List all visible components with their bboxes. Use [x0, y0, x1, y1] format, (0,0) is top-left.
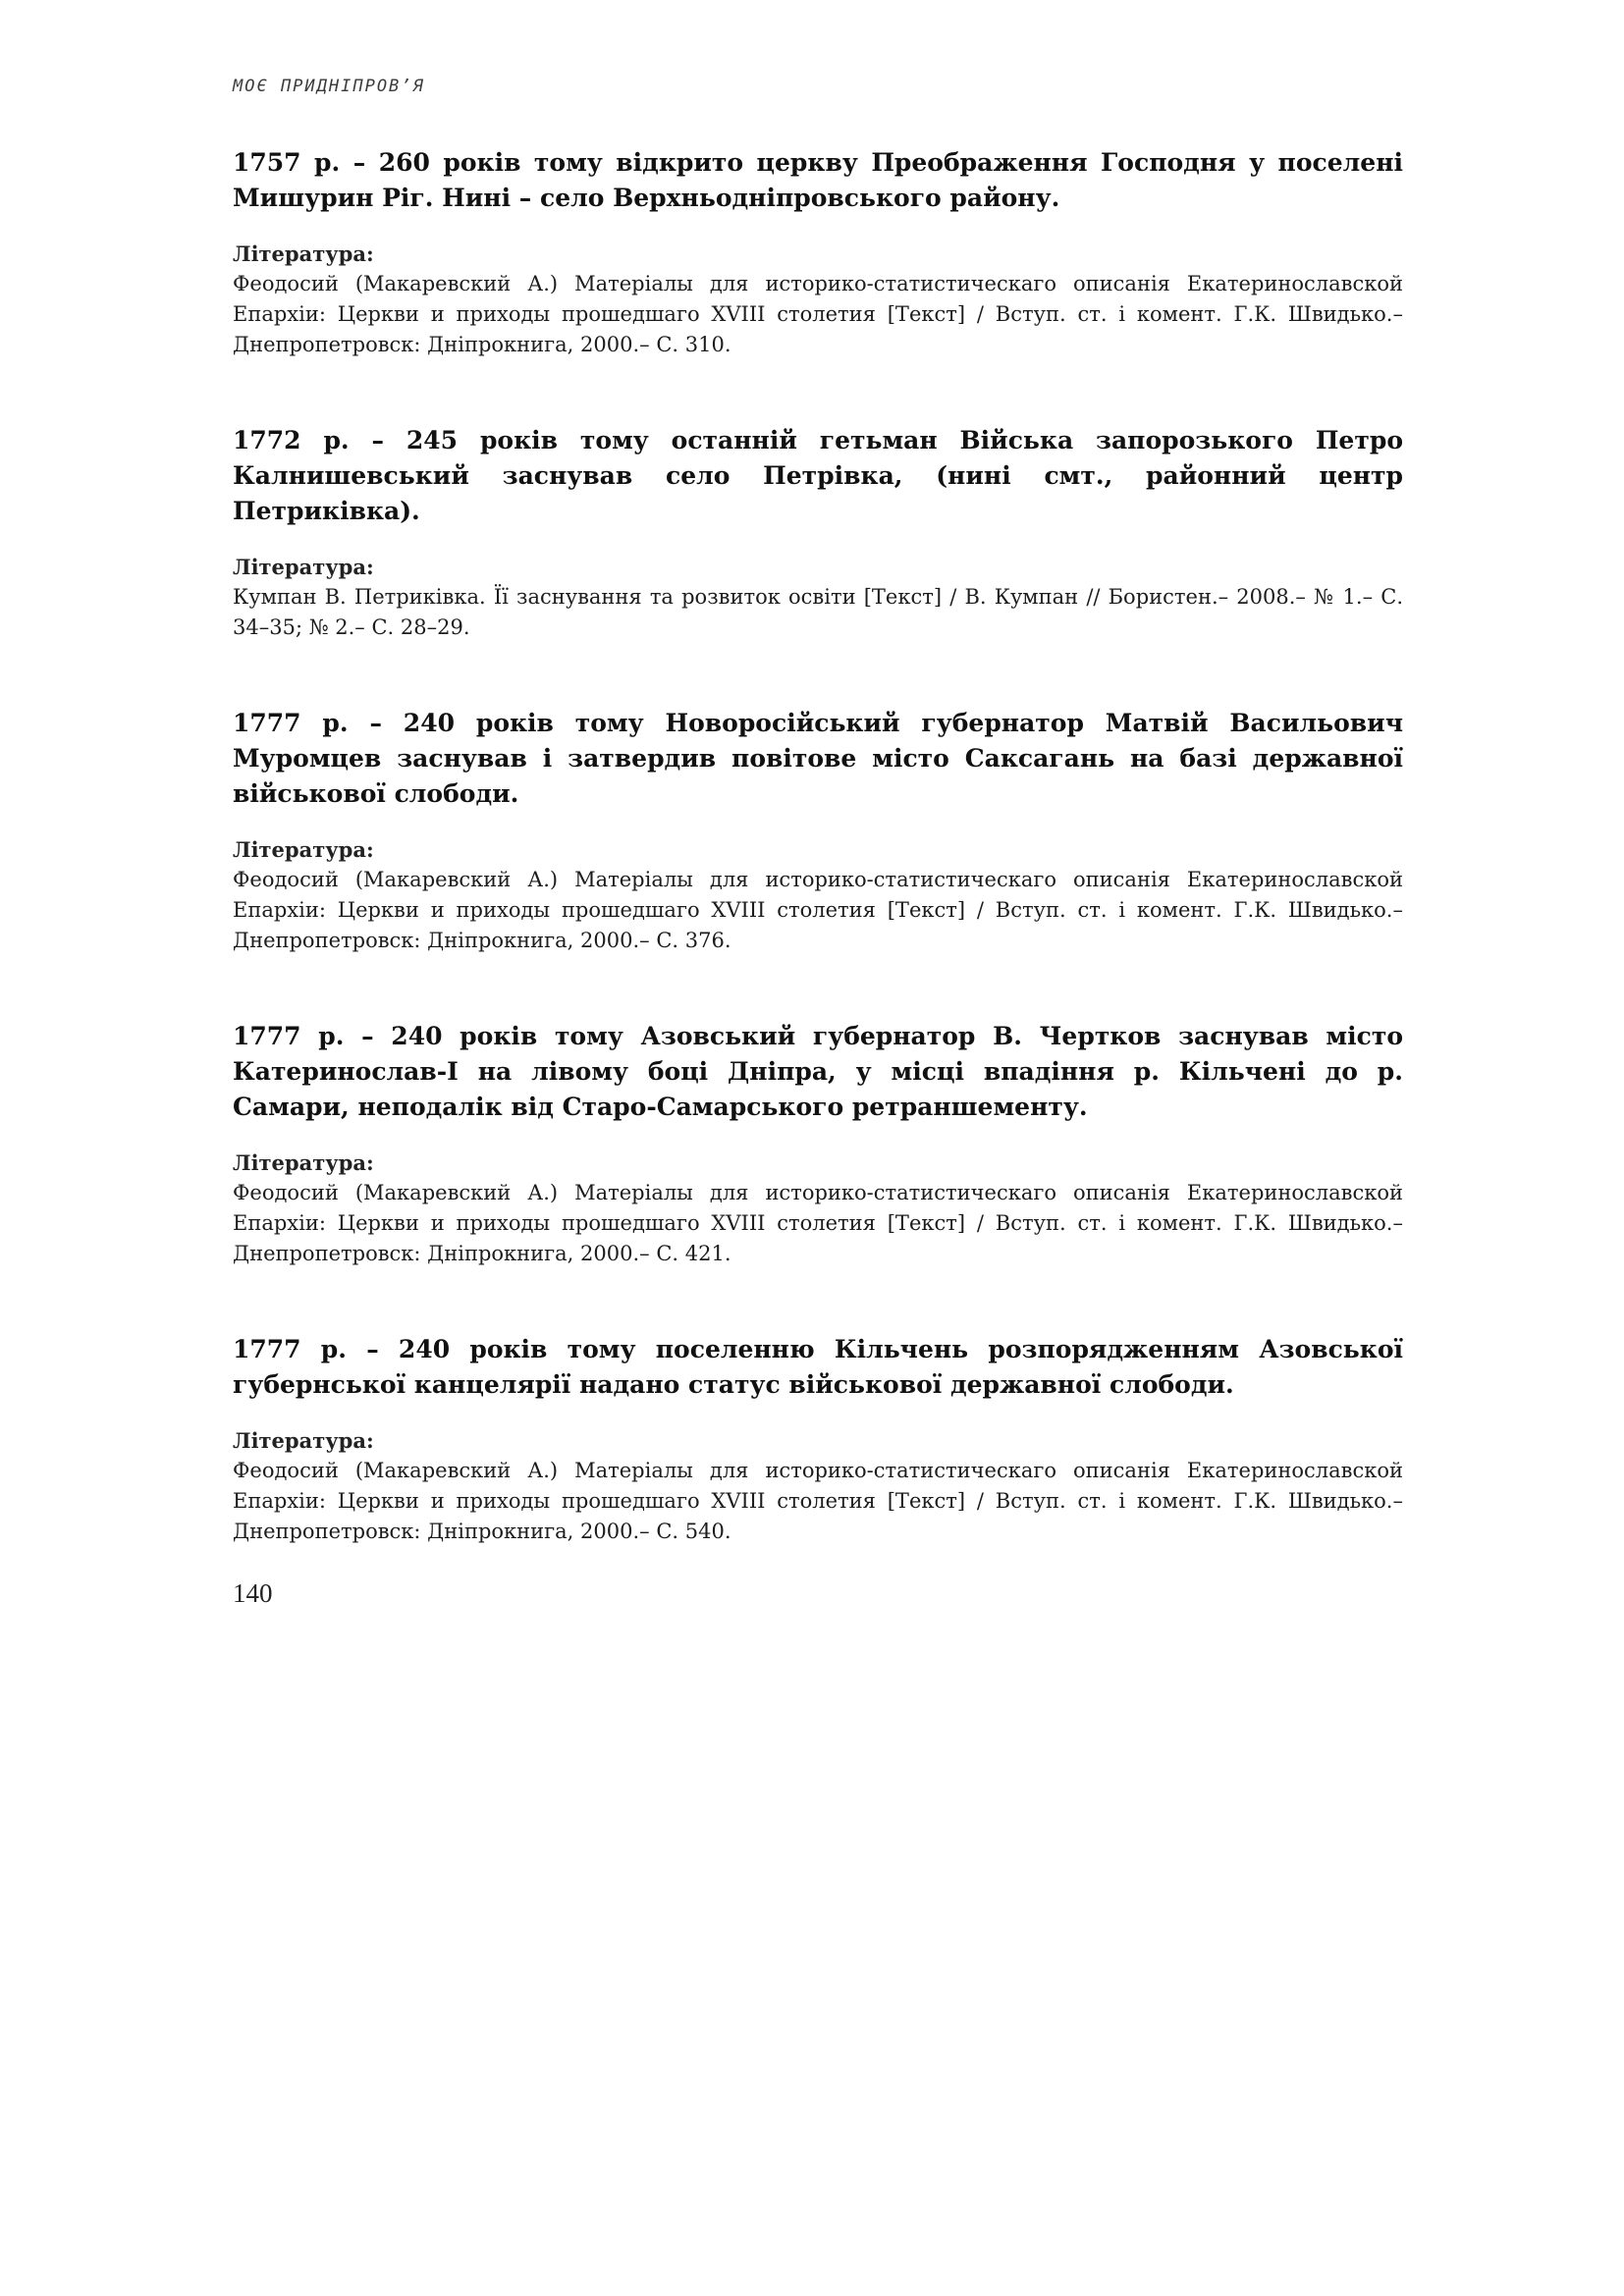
literature-label: Література: — [233, 555, 374, 579]
chronicle-entry — [233, 706, 1403, 956]
chronicle-entry — [233, 1019, 1403, 1269]
literature-reference: Феодосий (Макаревский А.) Матеріалы для историко-статистическаго описанія Екатеринославской Епархіи: Церкви и приходы прошедшаго XVIII столетия [Текст] / Вступ. ст. і комент. Г.К. Швидько.– Днепропетровск: Дніпрокнига, 2000.– С. 376. — [233, 868, 1403, 952]
chronicle-entry — [233, 145, 1403, 360]
literature-reference: Феодосий (Макаревский А.) Матеріалы для историко-статистическаго описанія Екатеринославской Епархіи: Церкви и приходы прошедшаго XVIII столетия [Текст] / Вступ. ст. і комент. Г.К. Швидько.– Днепропетровск: Дніпрокнига, 2000.– С. 540. — [233, 1459, 1403, 1543]
literature-label: Література: — [233, 1428, 374, 1453]
entry-title: 1777 р. – 240 років тому Азовський губернатор В. Чертков заснував місто Катеринослав-І на лівому боці Дніпра, у місці впадіння р. Кільчені до р. Самари, неподалік від Старо-Самарського ретраншементу. — [233, 1022, 1403, 1121]
chronicle-entry — [233, 1332, 1403, 1547]
literature-label: Література: — [233, 837, 374, 862]
entry-title: 1757 р. – 260 років тому відкрито церкву Преображення Господня у поселені Мишурин Ріг. Нині – село Верхньодніпровського району. — [233, 148, 1403, 212]
chronicle-entry — [233, 423, 1403, 643]
entry-title: 1777 р. – 240 років тому поселенню Кільчень розпорядженням Азовської губернської канцелярії надано статус військової державної слободи. — [233, 1335, 1403, 1399]
running-header: МОЄ ПРИДНІПРОВ’Я — [233, 77, 425, 96]
literature-reference: Феодосий (Макаревский А.) Матеріалы для историко-статистическаго описанія Екатеринославской Епархіи: Церкви и приходы прошедшаго XVIII столетия [Текст] / Вступ. ст. і комент. Г.К. Швидько.– Днепропетровск: Дніпрокнига, 2000.– С. 421. — [233, 1181, 1403, 1265]
literature-reference: Кумпан В. Петриківка. Її заснування та розвиток освіти [Текст] / В. Кумпан // Бористен.– 2008.– № 1.– С. 34–35; № 2.– С. 28–29. — [233, 585, 1403, 639]
literature-label: Література: — [233, 1150, 374, 1175]
entry-title: 1772 р. – 245 років тому останній гетьман Війська запорозького Петро Калнишевський заснував село Петрівка, (нині смт., районний центр Петриківка). — [233, 426, 1403, 525]
entry-title: 1777 р. – 240 років тому Новоросійський губернатор Матвій Васильович Муромцев заснував і затвердив повітове місто Саксагань на базі державної військової слободи. — [233, 709, 1403, 808]
page-content — [233, 145, 1403, 1547]
literature-reference: Феодосий (Макаревский А.) Матеріалы для историко-статистическаго описанія Екатеринославской Епархіи: Церкви и приходы прошедшаго XVIII столетия [Текст] / Вступ. ст. і комент. Г.К. Швидько.– Днепропетровск: Дніпрокнига, 2000.– С. 310. — [233, 272, 1403, 356]
page-number: 140 — [233, 1578, 273, 1608]
literature-label: Література: — [233, 241, 374, 266]
